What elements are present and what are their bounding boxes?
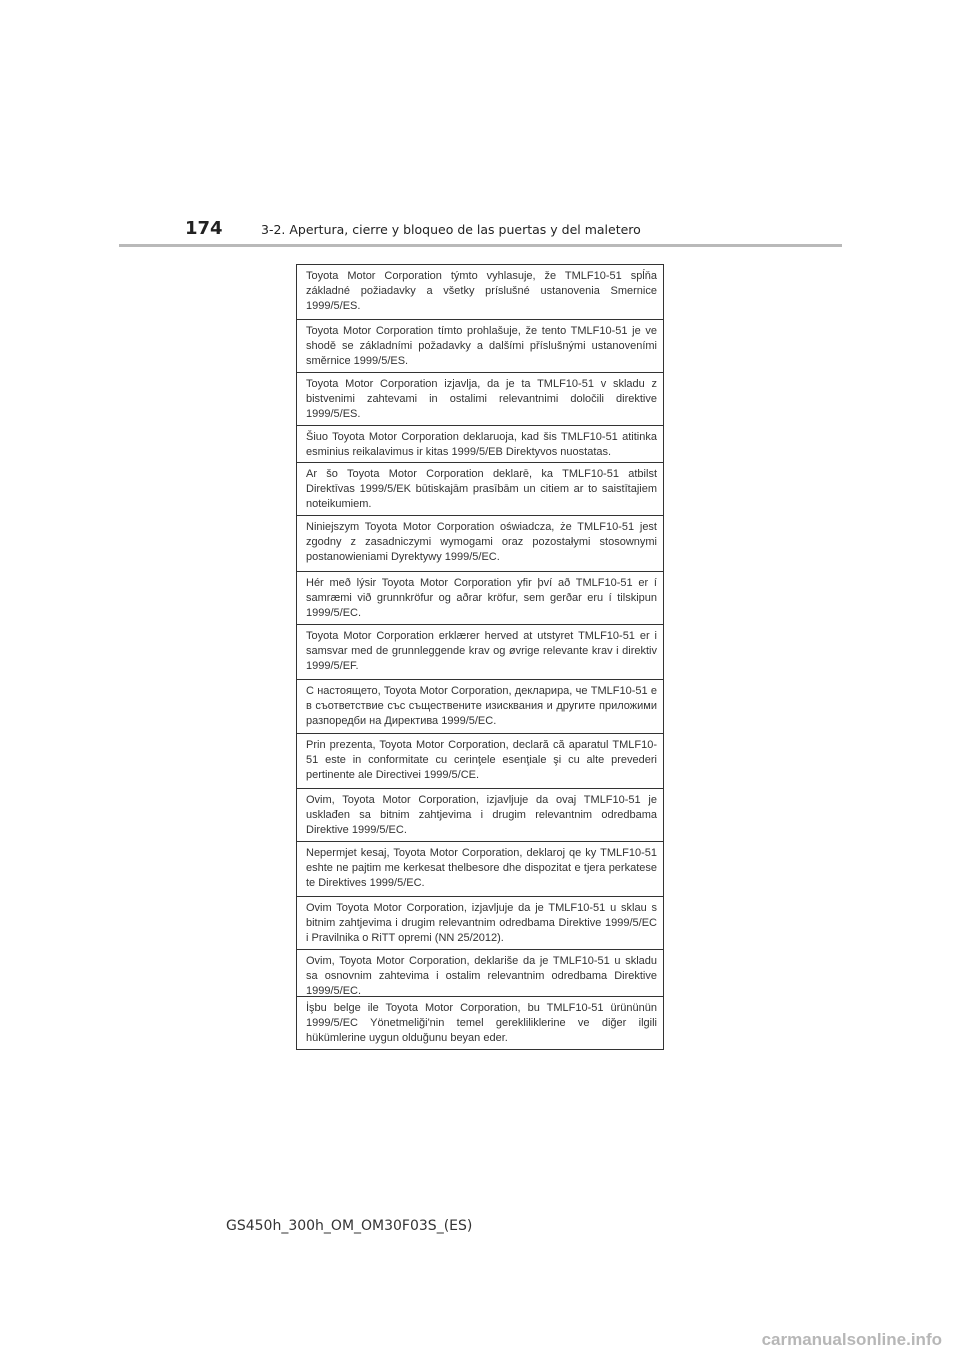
- declaration-cell: С настоящето, Toyota Motor Corporation, декларира, че TMLF10-51 е в съответствие със съществените изисквания и другите приложими разпоредби на Директива 1999/5/ЕС.: [297, 680, 663, 734]
- watermark[interactable]: carmanualsonline.info: [761, 1330, 942, 1349]
- declaration-cell: Toyota Motor Corporation týmto vyhlasuje, že TMLF10-51 spĺňa základné požiadavky a všetky príslušné ustanovenia Smernice 1999/5/ES.: [297, 265, 663, 320]
- page-header: [185, 218, 641, 239]
- declaration-cell: Niniejszym Toyota Motor Corporation oświadcza, że TMLF10-51 jest zgodny z zasadniczymi wymogami oraz pozostałymi stosownymi postanowieniami Dyrektywy 1999/5/EC.: [297, 516, 663, 572]
- declaration-cell: Šiuo Toyota Motor Corporation deklaruoja, kad šis TMLF10-51 atitinka esminius reikalavimus ir kitas 1999/5/EB Direktyvos nuostatas.: [297, 426, 663, 463]
- declaration-cell: Ovim, Toyota Motor Corporation, deklariše da je TMLF10-51 u skladu sa osnovnim zahtevima i ostalim relevantnim odredbama Direktive 1999/5/EC.: [297, 950, 663, 997]
- declaration-cell: Toyota Motor Corporation erklærer herved at utstyret TMLF10-51 er i samsvar med de grunnleggende krav og øvrige relevante krav i direktiv 1999/5/EF.: [297, 625, 663, 680]
- declaration-cell: İşbu belge ile Toyota Motor Corporation, bu TMLF10-51 ürününün 1999/5/EC Yönetmeliği'nin temel gerekliliklerine ve diğer ilgili hükümlerine uygun olduğunu beyan eder.: [306, 1002, 657, 1044]
- declaration-cell: Hér með lýsir Toyota Motor Corporation yfir því að TMLF10-51 er í samræmi við grunnkröfur og aðrar kröfur, sem gerðar eru í tilskipun 1999/5/EC.: [297, 572, 663, 625]
- header-divider: [119, 244, 842, 247]
- declarations-table: [296, 264, 664, 1050]
- document-code: GS450h_300h_OM_OM30F03S_(ES): [226, 1218, 473, 1234]
- page-number: 174: [185, 218, 223, 239]
- section-title: 3-2. Apertura, cierre y bloqueo de las puertas y del maletero: [261, 222, 641, 237]
- declaration-cell: Ovim, Toyota Motor Corporation, izjavljuje da ovaj TMLF10-51 je usklađen sa bitnim zahtjevima i drugim relevantnim odredbama Direktive 1999/5/EC.: [297, 789, 663, 842]
- declaration-cell: Toyota Motor Corporation izjavlja, da je ta TMLF10-51 v skladu z bistvenimi zahtevami in ostalimi relevantnimi določili direktive 1999/5/ES.: [297, 373, 663, 426]
- declaration-cell: Ar šo Toyota Motor Corporation deklarē, ka TMLF10-51 atbilst Direktīvas 1999/5/EK būtiskajām prasībām un citiem ar to saistītajiem noteikumiem.: [297, 463, 663, 516]
- declaration-cell: Toyota Motor Corporation tímto prohlašuje, že tento TMLF10-51 je ve shodě se základními požadavky a dalšími příslušnými ustanoveními směrnice 1999/5/ES.: [297, 320, 663, 373]
- declaration-cell: Ovim Toyota Motor Corporation, izjavljuje da je TMLF10-51 u sklau s bitnim zahtjevima i drugim relevantnim odredbama Direktive 1999/5/EC i Pravilnika o RiTT opremi (NN 25/2012).: [297, 897, 663, 950]
- declaration-cell: Nepermjet kesaj, Toyota Motor Corporation, deklaroj qe ky TMLF10-51 eshte ne pajtim me kerkesat thelbesore dhe dispozitat e tjera perkatese te Direktives 1999/5/EC.: [297, 842, 663, 897]
- declaration-cell: Prin prezenta, Toyota Motor Corporation, declară că aparatul TMLF10-51 este in conformitate cu cerinţele esenţiale şi cu alte prevederi pertinente ale Directivei 1999/5/CE.: [297, 734, 663, 789]
